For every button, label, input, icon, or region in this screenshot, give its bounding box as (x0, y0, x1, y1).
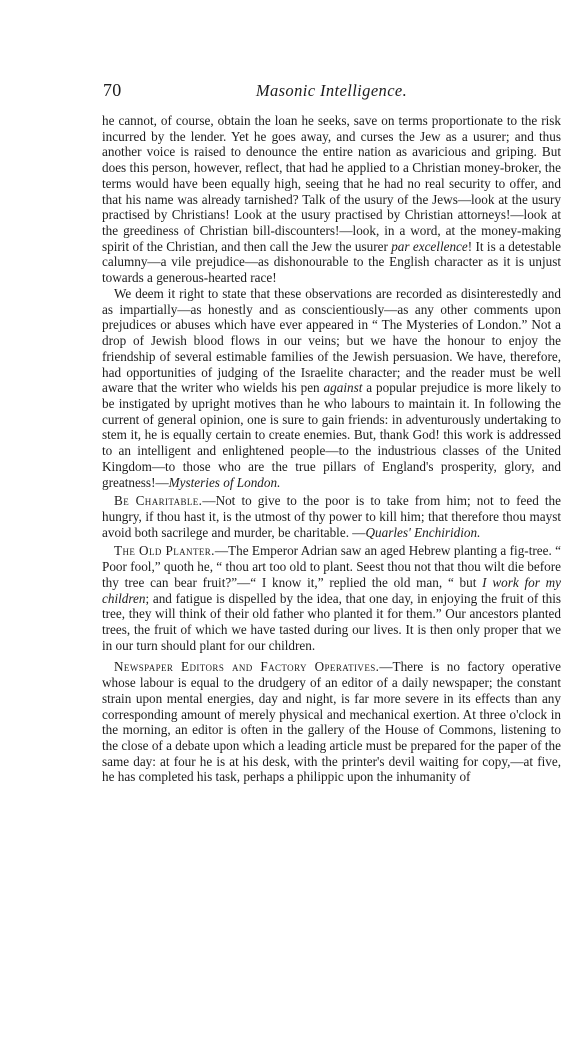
citation: Quarles' Enchiridion. (365, 524, 481, 540)
italic-phrase: I work for my children (102, 574, 561, 606)
text-run: —Not to give to the poor is to take from him; not to feed the hungry, if thou hast it, is the utmost of thy power to kill him; that therefore thou mayst avoid both sacrilege and murder, be charitable. — (102, 493, 562, 540)
paragraph-usury-continuation (102, 113, 561, 286)
paragraph-observations (102, 286, 561, 490)
paragraph-be-charitable (102, 493, 561, 540)
text-run: —The Emperor Adrian saw an aged Hebrew planting a fig-tree. “ Poor fool,” quoth he, “ thou art too old to plant. Seest thou not that thou wilt die before thy tree can bear fruit?”—“ I know it,” replied the old man, “ but (102, 543, 561, 590)
text-run: ; and fatigue is dispelled by the idea, that one day, in enjoying the fruit of this tree, they will think of their old father who planted it for them.” Our ancestors planted trees, the fruit of which we have tasted during our lives. It is then only proper that we in our turn should plant for our children. (102, 590, 561, 653)
paragraph-old-planter (102, 543, 561, 653)
body-text (102, 113, 561, 785)
section-heading: Be Charitable. (114, 493, 203, 509)
text-run: a popular prejudice is more likely to be instigated by upright motives than he who labours to maintain it. In following the current of general opinion, one is sure to gain friends: in adventurously undertaking to stem it, he is equally certain to create enemies. But, thank God! this work is addressed to an intelligent and enlightened people—to the industrious classes of the United Kingdom—to those who are the true pillars of England's prosperity, glory, and greatness!— (102, 380, 561, 490)
page-number: 70 (103, 80, 122, 100)
running-title: Masonic Intelligence. (255, 81, 408, 100)
italic-phrase: par excellence (391, 238, 468, 254)
text-run: We deem it right to state that these observations are recorded as disinterestedly and as impartially—as honestly and as conscientiously—as any other comments upon prejudices or abuses which have ever appeared in “ The Mysteries of London.” Not a drop of Jewish blood flows in our veins; but we have the honour to enjoy the friendship of several estimable families of the Jewish persuasion. We have, therefore, had opportunities of judging of the Israelite character; and the reader must be well aware that the writer who wields his pen (102, 285, 561, 396)
section-heading: The Old Planter. (114, 543, 215, 559)
citation: Mysteries of London. (168, 474, 281, 490)
section-heading: Newspaper Editors and Factory Operatives. (114, 659, 380, 675)
page-header (103, 80, 560, 106)
text-run: he cannot, of course, obtain the loan he seeks, save on terms proportionate to the risk incurred by the lender. Yet he goes away, and curses the Jew as a usurer; and thus another voice is raised to denounce the entire nation as avaricious and griping. But does this person, however, reflect, that had he applied to a Christian money-broker, the terms would have been equally high, seeing that he had no real security to offer, and that his name was already tarnished? Talk of the usury of the Jews—look at the usury practised by Christians! Look at the usury practised by Christian attorneys!—look at the greediness of Christian bill-discounters!—look, in a word, at the money-making spirit of the Christian, and then call the Jew the usurer (102, 113, 561, 254)
paragraph-newspaper-editors (102, 659, 561, 785)
text-run: ! It is a detestable calumny—a vile prejudice—as dishonourable to the English character as it is unjust towards a generous-hearted race! (102, 238, 562, 286)
italic-word: against (323, 380, 363, 396)
text-run: —There is no factory operative whose labour is equal to the drudgery of an editor of a daily newspaper; the constant strain upon mental energies, day and night, is far more severe in its effects than any corresponding amount of merely physical and mechanical exertion. At three o'clock in the morning, an editor is often in the gallery of the House of Commons, listening to the close of a debate upon which a leading article must be prepared for the paper of the same day: at four he is at his desk, with the printer's devil waiting for copy,—at five, he has completed his task, perhaps a philippic upon the inhumanity of (102, 659, 561, 785)
